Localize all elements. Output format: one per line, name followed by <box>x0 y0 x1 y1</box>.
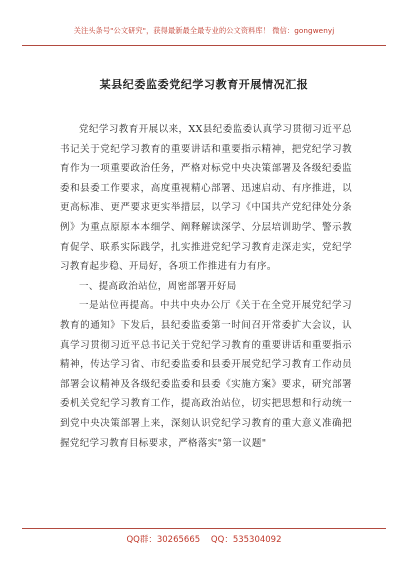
section-heading-1: 一、提高政治站位，周密部署开好局 <box>79 280 237 292</box>
document-body <box>60 120 352 453</box>
footer-contact: QQ群：30265665 QQ：535304092 <box>126 535 282 545</box>
header-banner: 关注头条号"公文研究"，获得最新最全最专业的公文资料库！ 微信：gongwenyj <box>73 26 335 35</box>
footer-rule <box>22 528 386 529</box>
document-title: 某县纪委监委党纪学习教育开展情况汇报 <box>99 78 309 91</box>
paragraph-section-1: 一是站位再提高。中共中央办公厅《关于在全党开展党纪学习教育的通知》下发后，县纪委监委第一时间召开常委扩大会议，认真学习贯彻习近平总书记关于党纪学习教育的重要讲话和重要指示精神，传达学习省、市纪委监委和县委开展党纪学习教育工作动员部署会议精神及各级纪委监委和县委《实施方案》要求，研究部署委机关党纪学习教育工作，提高政治站位，切实把思想和行动统一到党中央决策部署上来，深刻认识党纪学习教育的重大意义准确把握党纪学习教育目标要求，严格落实"第一议题" <box>60 300 352 449</box>
paragraph-intro: 党纪学习教育开展以来，XX县纪委监委认真学习贯彻习近平总书记关于党纪学习教育的重要讲话和重要指示精神，把党纪学习教育作为一项重要政治任务，严格对标党中央决策部署及各级纪委监委和县委工作要求，高度重视精心部署、迅速启动、有序推进，以更高标准、更严要求更实举措层，以学习《中国共产党纪律处分条例》为重点原原本本细学、阐释解读深学、分层培训助学、警示教育促学、联系实际践学，扎实推进党纪学习教育走深走实，党纪学习教育起步稳、开局好，各项工作推进有力有序。 <box>60 124 352 273</box>
header-rule <box>22 45 386 46</box>
